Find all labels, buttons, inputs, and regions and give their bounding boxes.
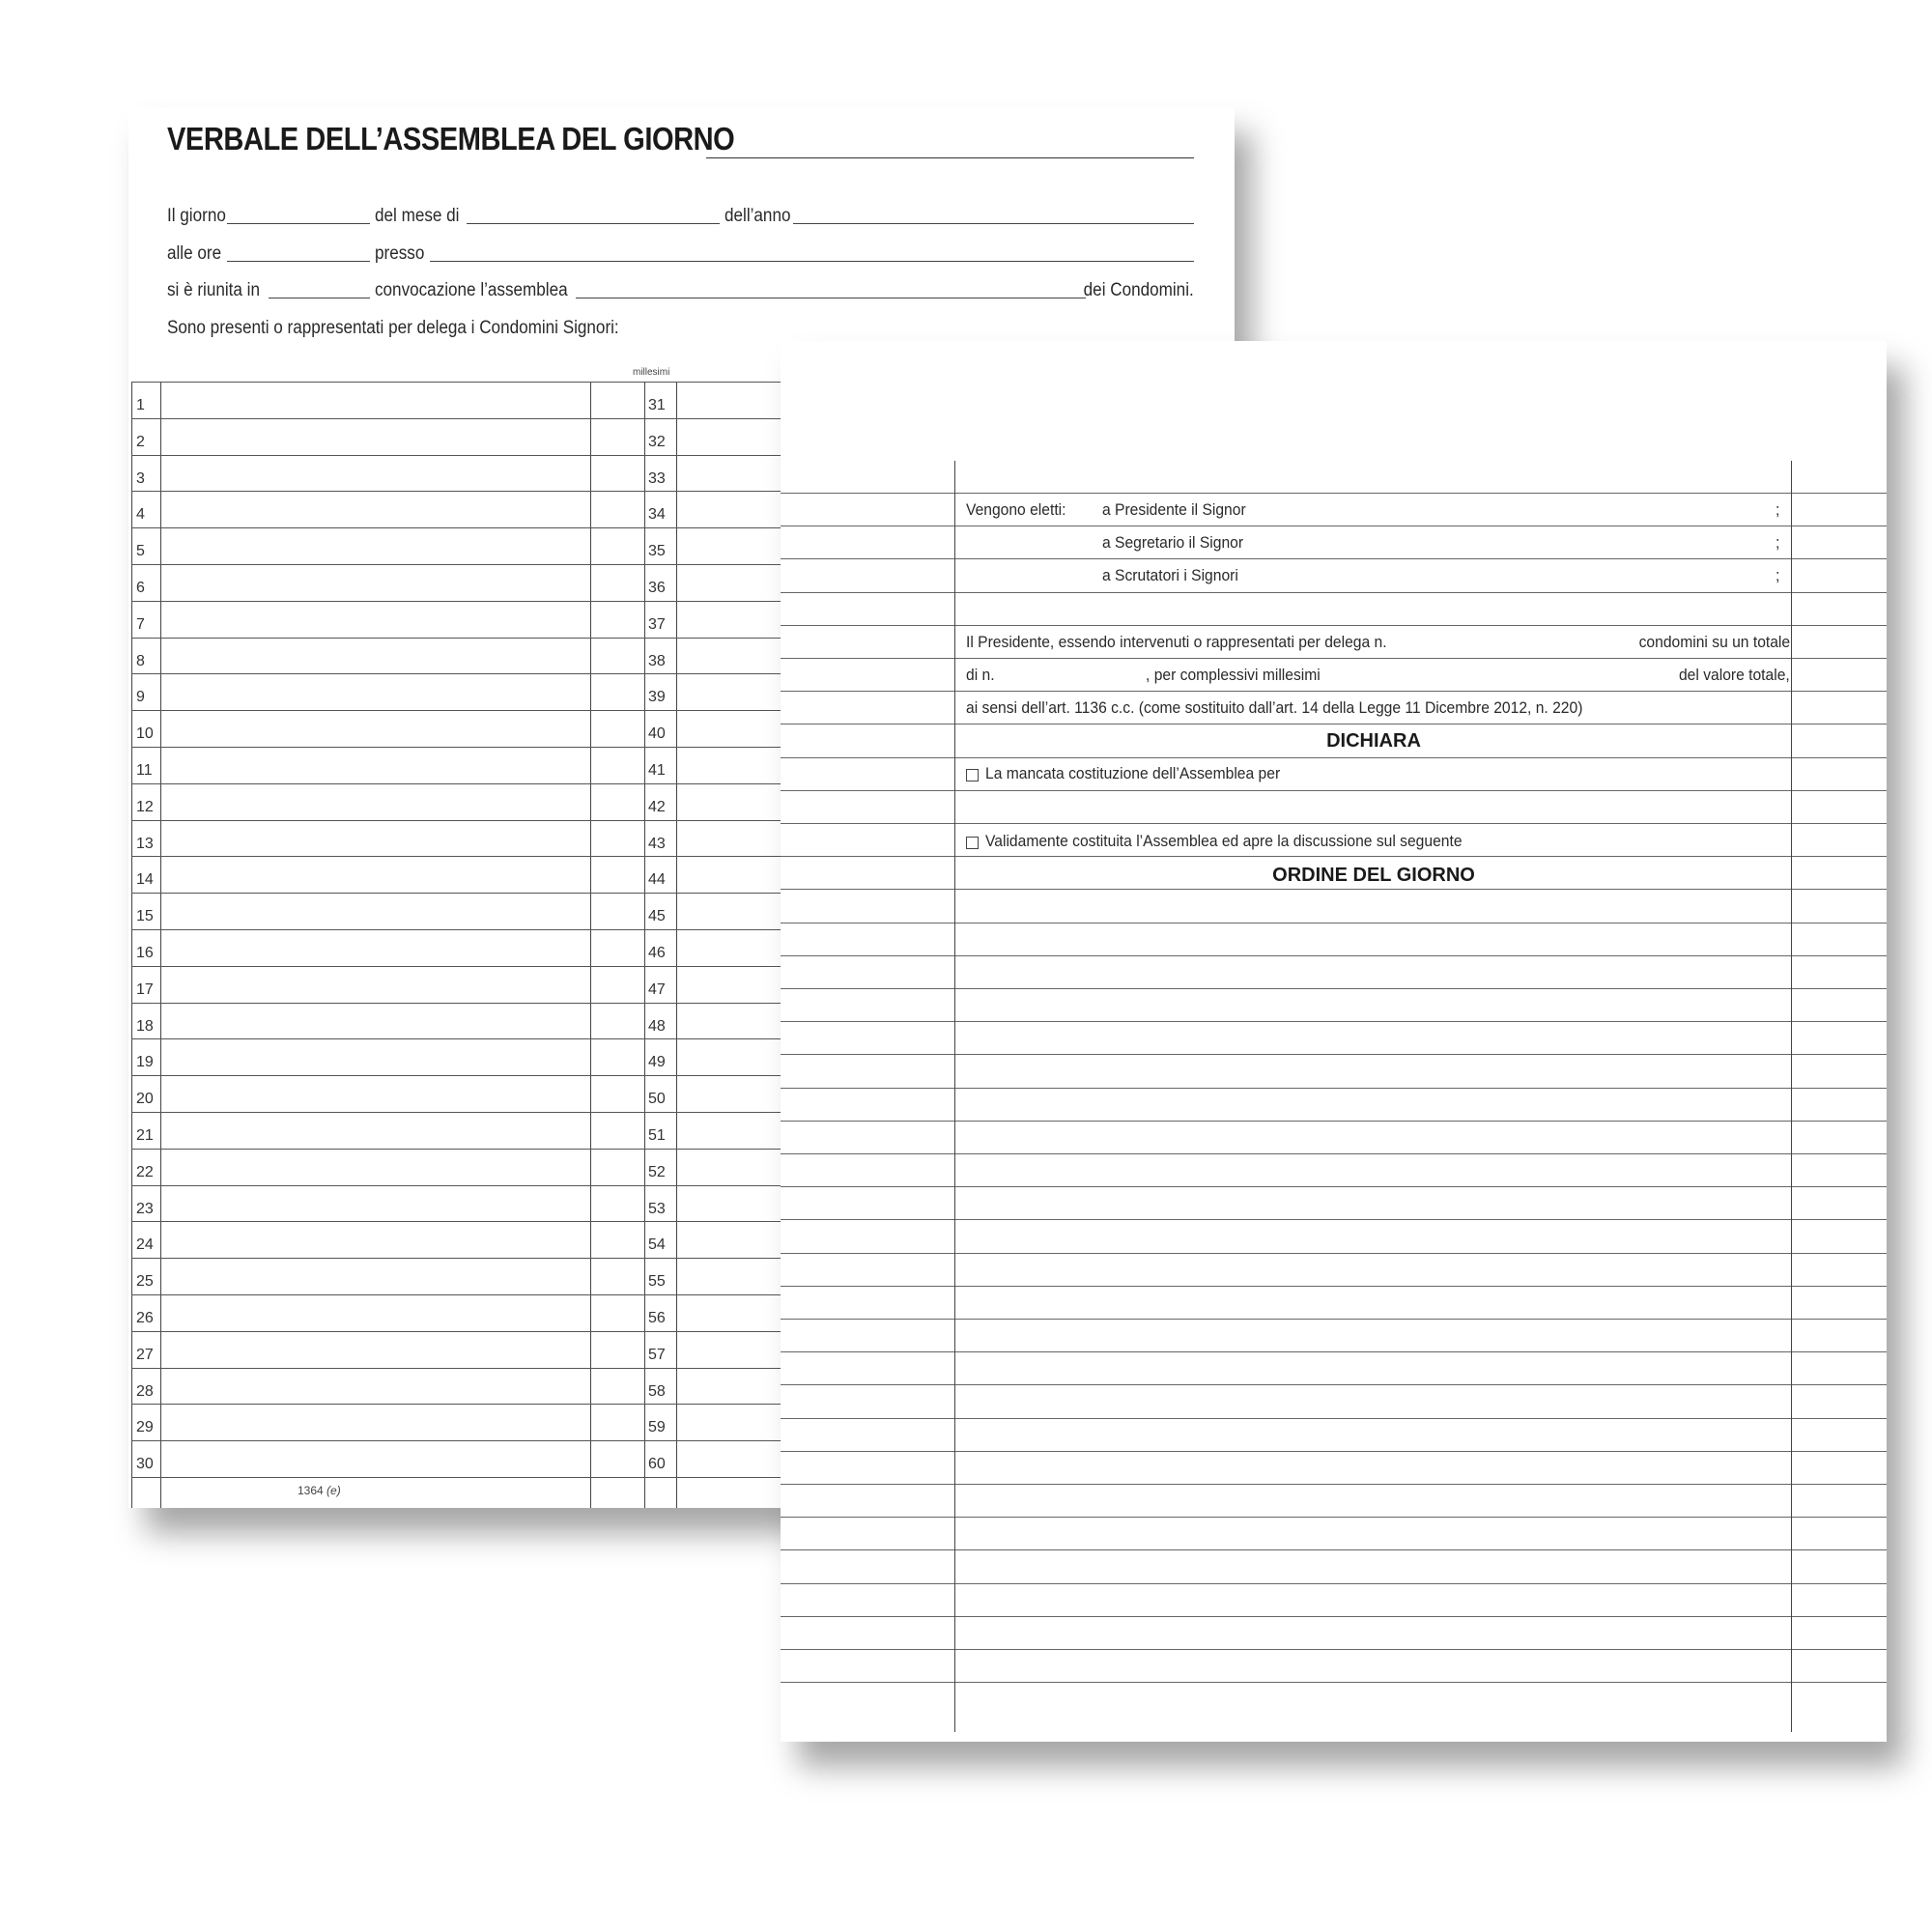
row-number: 18 [136, 1017, 154, 1035]
ruled-line [781, 1054, 1887, 1055]
ruled-line [781, 757, 1887, 758]
row-number: 48 [648, 1017, 666, 1035]
grid-column-rule [644, 382, 645, 1508]
ruled-line [781, 889, 1887, 890]
checkbox-mancata-costituzione[interactable] [966, 769, 979, 781]
row-number: 60 [648, 1456, 666, 1473]
minutes-sheet-resolutions [781, 341, 1887, 1742]
row-number: 29 [136, 1419, 154, 1436]
place-blank[interactable] [430, 261, 1194, 262]
ruled-line [781, 1153, 1887, 1154]
ordine-del-giorno-heading: ORDINE DEL GIORNO [1272, 865, 1475, 886]
ruled-line [781, 790, 1887, 791]
ruled-line [781, 955, 1887, 956]
label-convocazione: convocazione l’assemblea [375, 280, 568, 300]
row-number: 15 [136, 908, 154, 925]
ruled-line [781, 988, 1887, 989]
ruled-line [781, 1219, 1887, 1220]
month-blank[interactable] [467, 223, 720, 224]
row-number: 24 [136, 1236, 154, 1254]
row-number: 27 [136, 1346, 154, 1363]
ruled-line [781, 1021, 1887, 1022]
row-number: 3 [136, 469, 145, 487]
ruled-line [781, 1286, 1887, 1287]
row-number: 53 [648, 1200, 666, 1217]
ruled-line [781, 823, 1887, 824]
semicolon-presidente: ; [1776, 500, 1780, 519]
label-il-giorno: Il giorno [167, 206, 226, 226]
right-margin-rule [1791, 461, 1792, 1732]
row-number: 31 [648, 397, 666, 413]
row-number: 46 [648, 945, 666, 961]
ruled-line [781, 1583, 1887, 1584]
day-blank[interactable] [227, 223, 370, 224]
presidente-statement: Il Presidente, essendo intervenuti o rappresentati per delega n. [966, 633, 1387, 651]
ruled-line [781, 1088, 1887, 1089]
ruled-line [781, 1451, 1887, 1452]
date-blank-line[interactable] [706, 157, 1194, 158]
form-code: 1364 (e) [298, 1484, 341, 1497]
ruled-line [781, 1121, 1887, 1122]
label-validamente-costituita: Validamente costituita l’Assemblea ed apre la discussione sul seguente [985, 832, 1463, 850]
row-number: 28 [136, 1382, 154, 1400]
row-number: 2 [136, 433, 145, 450]
row-number: 13 [136, 835, 154, 852]
label-del-mese: del mese di [375, 206, 460, 226]
row-number: 6 [136, 580, 145, 596]
label-mancata-costituzione: La mancata costituzione dell’Assemblea per [985, 764, 1281, 782]
grid-column-rule [131, 382, 132, 1508]
grid-column-rule [590, 382, 591, 1508]
row-number: 14 [136, 871, 154, 889]
label-sono-presenti: Sono presenti o rappresentati per delega i Condomini Signori: [167, 318, 619, 338]
ruled-line [781, 1186, 1887, 1187]
row-number: 39 [648, 689, 666, 706]
row-number: 25 [136, 1273, 154, 1291]
row-number: 45 [648, 908, 666, 925]
row-number: 54 [648, 1236, 666, 1254]
row-number: 1 [136, 397, 145, 413]
grid-column-rule [160, 382, 161, 1508]
label-riunita-in: si è riunita in [167, 280, 261, 300]
ruled-line [781, 1319, 1887, 1320]
ruled-line [781, 1253, 1887, 1254]
label-di-n: di n. [966, 666, 995, 684]
row-number: 50 [648, 1091, 666, 1108]
ruled-line [781, 1517, 1887, 1518]
row-number: 8 [136, 652, 145, 669]
row-number: 58 [648, 1382, 666, 1400]
row-number: 43 [648, 835, 666, 852]
ruled-line [781, 1549, 1887, 1550]
label-valore-totale: del valore totale, [1679, 666, 1790, 684]
label-anno: dell’anno [724, 206, 791, 226]
row-number: 57 [648, 1346, 666, 1363]
checkbox-validamente-costituita[interactable] [966, 837, 979, 849]
grid-column-rule [676, 382, 677, 1508]
ruled-line [781, 493, 1887, 494]
row-number: 47 [648, 980, 666, 998]
row-number: 35 [648, 543, 666, 560]
row-number: 32 [648, 433, 666, 450]
row-number: 34 [648, 506, 666, 524]
label-alle-ore: alle ore [167, 243, 222, 264]
row-number: 30 [136, 1456, 154, 1473]
label-dei-condomini: dei Condomini. [1083, 280, 1194, 300]
document-title: VERBALE DELL’ASSEMBLEA DEL GIORNO [167, 121, 735, 156]
row-number: 37 [648, 615, 666, 633]
row-number: 44 [648, 871, 666, 889]
semicolon-segretario: ; [1776, 533, 1780, 552]
ruled-line [781, 1682, 1887, 1683]
row-number: 56 [648, 1310, 666, 1326]
row-number: 4 [136, 506, 145, 524]
row-number: 51 [648, 1127, 666, 1144]
row-number: 16 [136, 945, 154, 961]
ruled-line [781, 1384, 1887, 1385]
year-blank[interactable] [793, 223, 1194, 224]
condomini-totale: condomini su un totale [1638, 633, 1790, 651]
row-number: 41 [648, 762, 666, 779]
ruled-line [781, 1484, 1887, 1485]
legal-reference: ai sensi dell’art. 1136 c.c. (come sostituito dall’art. 14 della Legge 11 Dicembre 2012, n. 220) [966, 698, 1583, 717]
left-margin-rule [954, 461, 955, 1732]
ruled-line [781, 658, 1887, 659]
row-number: 7 [136, 615, 145, 633]
row-number: 49 [648, 1054, 666, 1071]
row-number: 36 [648, 580, 666, 596]
ruled-line [781, 856, 1887, 857]
row-number: 55 [648, 1273, 666, 1291]
row-number: 5 [136, 543, 145, 560]
row-number: 40 [648, 725, 666, 743]
millesimi-column-header: millesimi [633, 367, 670, 378]
row-number: 42 [648, 798, 666, 815]
label-presidente: a Presidente il Signor [1102, 500, 1246, 519]
row-number: 21 [136, 1127, 154, 1144]
ruled-line [781, 1351, 1887, 1352]
ruled-line [781, 691, 1887, 692]
row-number: 38 [648, 652, 666, 669]
row-number: 52 [648, 1163, 666, 1180]
row-number: 9 [136, 689, 145, 706]
row-number: 33 [648, 469, 666, 487]
ruled-line [781, 558, 1887, 559]
label-scrutatori: a Scrutatori i Signori [1102, 566, 1238, 584]
label-vengono-eletti: Vengono eletti: [966, 500, 1066, 519]
label-segretario: a Segretario il Signor [1102, 533, 1244, 552]
ruled-line [781, 592, 1887, 593]
dichiara-heading: DICHIARA [1326, 730, 1421, 752]
row-number: 26 [136, 1310, 154, 1326]
label-presso: presso [375, 243, 425, 264]
time-blank[interactable] [227, 261, 370, 262]
ruled-line [781, 1418, 1887, 1419]
ruled-line [781, 1616, 1887, 1617]
row-number: 17 [136, 980, 154, 998]
ruled-line [781, 1649, 1887, 1650]
row-number: 22 [136, 1163, 154, 1180]
label-complessivi-millesimi: , per complessivi millesimi [1146, 666, 1321, 684]
row-number: 23 [136, 1200, 154, 1217]
row-number: 19 [136, 1054, 154, 1071]
row-number: 20 [136, 1091, 154, 1108]
row-number: 11 [136, 762, 153, 779]
row-number: 12 [136, 798, 154, 815]
row-number: 59 [648, 1419, 666, 1436]
ruled-line [781, 625, 1887, 626]
row-number: 10 [136, 725, 154, 743]
semicolon-scrutatori: ; [1776, 566, 1780, 584]
